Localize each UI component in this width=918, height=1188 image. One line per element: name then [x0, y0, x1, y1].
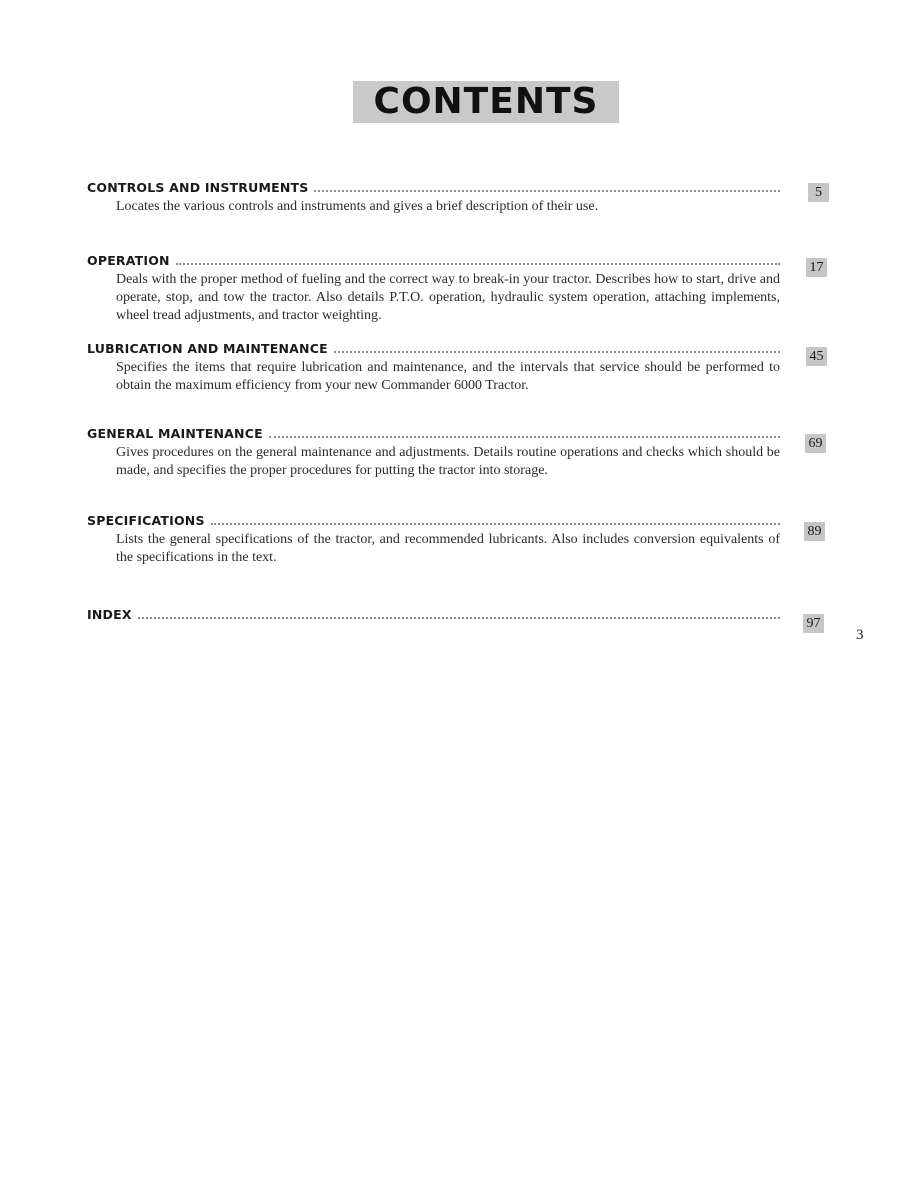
toc-entry-index	[87, 605, 780, 621]
dot-leader	[314, 190, 780, 192]
dot-leader	[176, 263, 780, 265]
toc-entry-specifications	[87, 511, 780, 567]
page-number-badge: 89	[804, 522, 825, 541]
page-number-badge: 97	[803, 614, 824, 633]
page-number-badge: 45	[806, 347, 827, 366]
toc-heading: GENERAL MAINTENANCE	[87, 425, 263, 441]
toc-heading-row	[87, 424, 780, 440]
toc-heading: SPECIFICATIONS	[87, 512, 205, 528]
toc-heading: OPERATION	[87, 252, 170, 268]
page-number-badge: 5	[808, 183, 829, 202]
toc-heading-row	[87, 511, 780, 527]
toc-description: Gives procedures on the general maintenance and adjustments. Details routine operations and checks which should be made, and specifies the proper procedures for putting the tractor into storage.	[116, 445, 780, 478]
toc-heading-row	[87, 339, 780, 355]
toc-entry-operation	[87, 251, 780, 325]
toc-heading: INDEX	[87, 606, 132, 622]
toc-entry-general-maintenance	[87, 424, 780, 480]
toc-heading-row	[87, 251, 780, 267]
toc-description: Deals with the proper method of fueling and the correct way to break-in your tractor. Describes how to start, drive and operate, stop, and tow the tractor. Also details P.T.O. operation, hydraulic system operation, attaching implements, wheel tread adjustments, and tractor weighting.	[116, 272, 780, 323]
contents-title-box	[353, 81, 619, 123]
toc-description: Locates the various controls and instruments and gives a brief description of their use.	[116, 199, 599, 214]
toc-heading: CONTROLS AND INSTRUMENTS	[87, 179, 309, 195]
dot-leader	[138, 617, 780, 619]
dot-leader	[334, 351, 780, 353]
dot-leader	[269, 436, 780, 438]
page-number-badge: 69	[805, 434, 826, 453]
toc-heading-row	[87, 605, 780, 621]
page-folio-number: 3	[856, 627, 864, 643]
dot-leader	[211, 523, 780, 525]
toc-entry-lubrication	[87, 339, 780, 395]
toc-description: Specifies the items that require lubrication and maintenance, and the intervals that service should be performed to obtain the maximum efficiency from your new Commander 6000 Tractor.	[116, 360, 780, 393]
toc-heading: LUBRICATION AND MAINTENANCE	[87, 340, 328, 356]
page-number-badge: 17	[806, 258, 827, 277]
toc-description: Lists the general specifications of the tractor, and recommended lubricants. Also includes conversion equivalents of the specifications in the text.	[116, 532, 780, 565]
toc-entry-controls	[87, 178, 780, 216]
toc-heading-row	[87, 178, 780, 194]
page-title: CONTENTS	[373, 81, 599, 122]
